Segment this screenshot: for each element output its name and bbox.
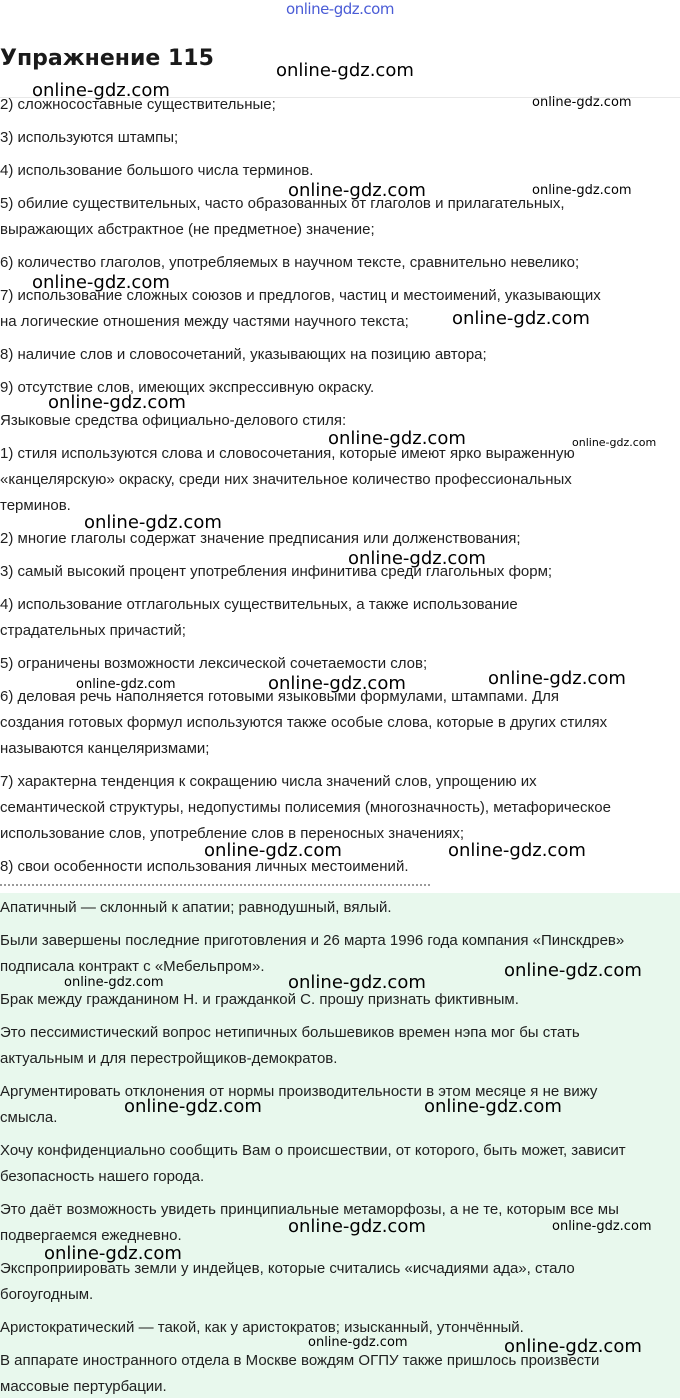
text-line: смысла. [0,1109,58,1126]
text-line: Брак между гражданином Н. и гражданкой С. прошу признать фиктивным. [0,991,519,1008]
watermark: online-gdz.com [452,308,590,329]
watermark: online-gdz.com [504,1336,642,1357]
watermark: online-gdz.com [328,428,466,449]
watermark: online-gdz.com [532,183,632,198]
text-line: 2) многие глаголы содержат значение предписания или долженствования; [0,530,521,547]
text-line: Это даёт возможность увидеть принципиальные метаморфозы, а не те, которым все мы [0,1201,619,1218]
watermark: online-gdz.com [288,972,426,993]
text-line: подвергаемся ежедневно. [0,1227,182,1244]
text-line: называются канцеляризмами; [0,740,210,757]
text-line: массовые пертурбации. [0,1378,167,1395]
text-line: выражающих абстрактное (не предметное) значение; [0,221,375,238]
text-line: Апатичный — склонный к апатии; равнодушный, вялый. [0,899,392,916]
page-title: Упражнение 115 [0,46,214,71]
watermark: online-gdz.com [288,180,426,201]
text-line: 3) используются штампы; [0,129,179,146]
watermark: online-gdz.com [552,1219,652,1234]
watermark: online-gdz.com [532,95,632,110]
text-line: 5) ограничены возможности лексической сочетаемости слов; [0,655,428,672]
watermark: online-gdz.com [504,960,642,981]
text-line: богоугодным. [0,1286,94,1303]
watermark: online-gdz.com [488,668,626,689]
watermark: online-gdz.com [288,1216,426,1237]
site-header-link[interactable]: online-gdz.com [286,0,394,18]
watermark: online-gdz.com [124,1096,262,1117]
watermark: online-gdz.com [44,1243,182,1264]
watermark: online-gdz.com [308,1335,408,1350]
text-line: Аристократический — такой, как у аристократов; изысканный, утончённый. [0,1319,524,1336]
watermark: online-gdz.com [32,80,170,101]
text-line: 2) сложносоставные существительные; [0,96,276,113]
text-line: терминов. [0,497,71,514]
text-line: Были завершены последние приготовления и 26 марта 1996 года компания «Пинскдрев» [0,932,625,949]
text-line: 4) использование отглагольных существительных, а также использование [0,596,518,613]
text-line: 6) деловая речь наполняется готовыми языковыми формулами, штампами. Для [0,688,560,705]
text-line: подписала контракт с «Мебельпром». [0,958,265,975]
watermark: online-gdz.com [76,677,176,692]
text-line: 8) свои особенности использования личных местоимений. [0,858,409,875]
text-line: Экспроприировать земли у индейцев, которые считались «исчадиями ада», стало [0,1260,575,1277]
watermark: online-gdz.com [48,392,186,413]
text-line: 9) отсутствие слов, имеющих экспрессивную окраску. [0,379,375,396]
text-line: 8) наличие слов и словосочетаний, указывающих на позицию автора; [0,346,487,363]
text-line: 7) использование сложных союзов и предлогов, частиц и местоимений, указывающих [0,287,601,304]
text-line: Языковые средства официально-делового стиля: [0,412,347,429]
text-line: «канцелярскую» окраску, среди них значительное количество профессиональных [0,471,572,488]
text-line: Это пессимистический вопрос нетипичных большевиков времен нэпа мог бы стать [0,1024,580,1041]
text-line: В аппарате иностранного отдела в Москве вождям ОГПУ также пришлось произвести [0,1352,600,1369]
watermark: online-gdz.com [276,60,414,81]
text-line: семантической структуры, недопустимы полисемия (многозначность), метафорическое [0,799,611,816]
text-line: на логические отношения между частями научного текста; [0,313,409,330]
text-line: создания готовых формул используются также особые слова, которые в других стилях [0,714,608,731]
text-line: 1) стиля используются слова и словосочетания, которые имеют ярко выраженную [0,445,575,462]
text-line: использование слов, употребление слов в переносных значениях; [0,825,465,842]
text-line: 5) обилие существительных, часто образованных от глаголов и прилагательных, [0,195,565,212]
watermark: online-gdz.com [84,512,222,533]
watermark: online-gdz.com [572,436,657,449]
watermark: online-gdz.com [448,840,586,861]
text-line: 4) использование большого числа терминов. [0,162,314,179]
cut-line-divider [0,884,430,889]
text-line: актуальным и для перестройщиков-демократов. [0,1050,338,1067]
text-line: Аргументировать отклонения от нормы производительности в этом месяце я не вижу [0,1083,598,1100]
watermark: online-gdz.com [268,673,406,694]
text-line: 6) количество глаголов, употребляемых в научном тексте, сравнительно невелико; [0,254,580,271]
text-line: 7) характерна тенденция к сокращению числа значений слов, упрощению их [0,773,537,790]
text-line: страдательных причастий; [0,622,186,639]
text-line: 3) самый высокий процент употребления инфинитива среди глагольных форм; [0,563,553,580]
text-line: Хочу конфиденциально сообщить Вам о происшествии, от которого, быть может, зависит [0,1142,626,1159]
watermark: online-gdz.com [64,975,164,990]
text-line: безопасность нашего города. [0,1168,205,1185]
watermark: online-gdz.com [348,548,486,569]
watermark: online-gdz.com [32,272,170,293]
watermark: online-gdz.com [424,1096,562,1117]
watermark: online-gdz.com [204,840,342,861]
